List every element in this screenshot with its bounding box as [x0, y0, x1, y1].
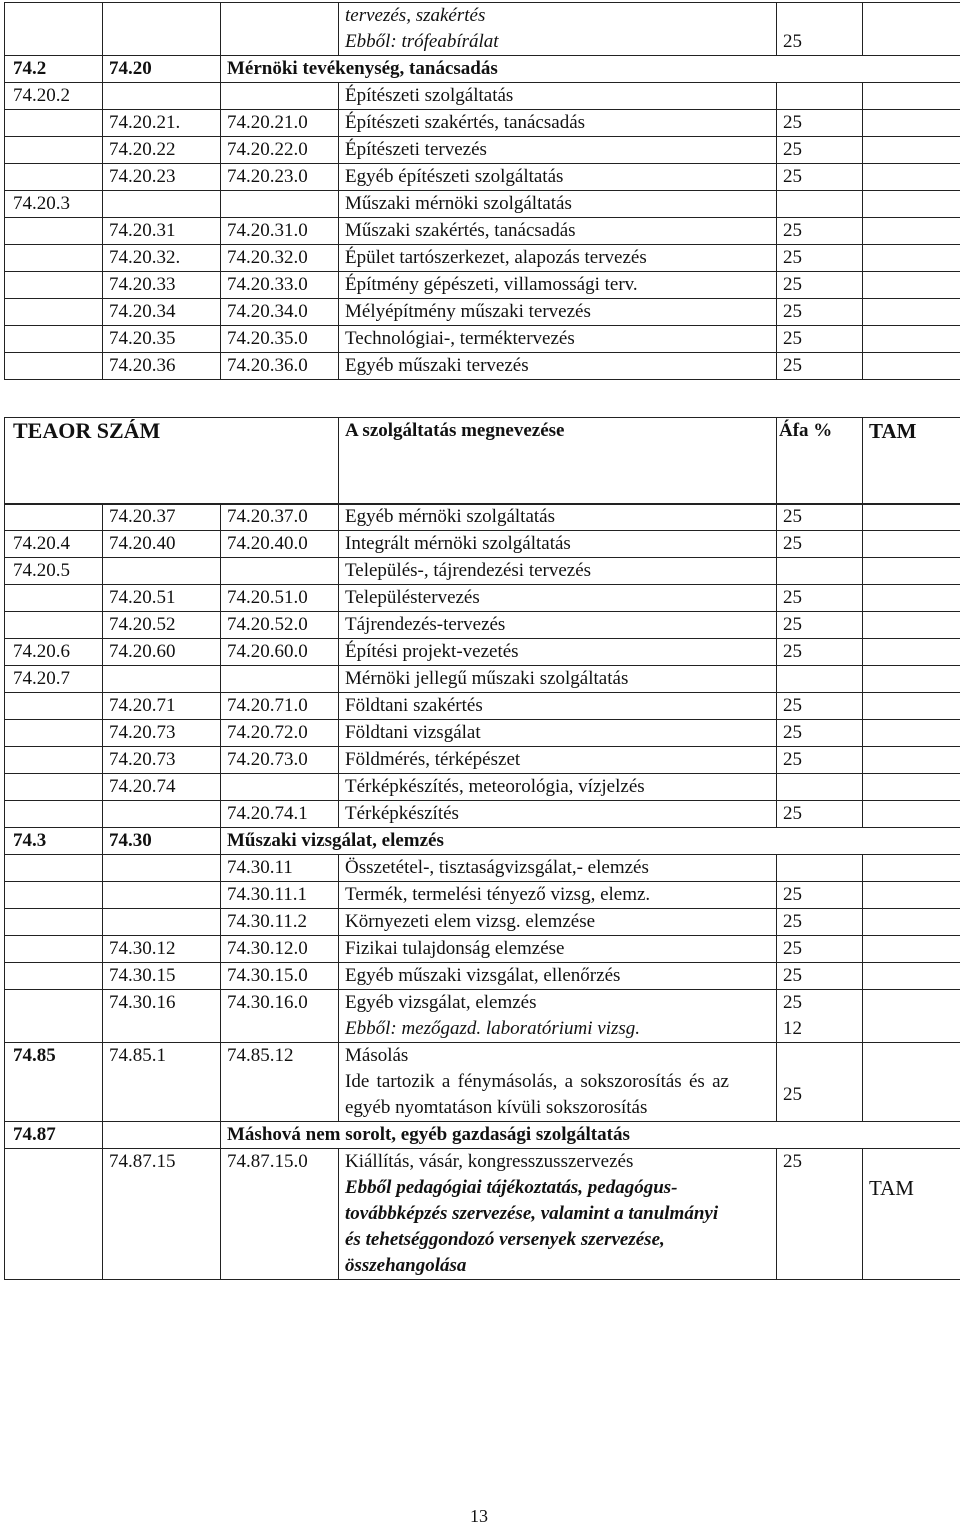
tam-cell	[863, 531, 960, 558]
subcode-cell: 74.30.11.2	[221, 909, 339, 936]
header-table	[4, 417, 960, 505]
service-name-cell: Tájrendezés-tervezés	[339, 612, 777, 639]
teaor-code-cell	[103, 882, 221, 909]
tam-cell	[863, 693, 960, 720]
service-name: Kiállítás, vásár, kongresszusszervezés	[345, 1149, 770, 1175]
table-row	[5, 531, 960, 558]
tam-cell	[863, 963, 960, 990]
vat-cell	[777, 855, 863, 882]
table-row	[5, 272, 960, 299]
teaor-code-cell: 74.20.22	[103, 137, 221, 164]
teaor-code-cell: 74.20.71	[103, 693, 221, 720]
subcode-cell: 74.30.11	[221, 855, 339, 882]
vat-cell: 25	[777, 353, 863, 380]
teaor-class-cell	[5, 936, 103, 963]
vat-cell: 25	[777, 272, 863, 299]
table-row	[5, 909, 960, 936]
table-row	[5, 1043, 960, 1122]
tam-cell	[863, 1043, 960, 1122]
service-name-cell	[339, 1149, 777, 1280]
teaor-class-cell	[5, 693, 103, 720]
teaor-class-cell	[5, 801, 103, 828]
vat-cell	[777, 3, 863, 30]
teaor-class-cell	[5, 855, 103, 882]
vat-cell: 25	[777, 747, 863, 774]
table-row	[5, 137, 960, 164]
vat-cell	[777, 774, 863, 801]
tam-cell	[863, 909, 960, 936]
table-row	[5, 164, 960, 191]
service-name-cell: Egyéb építészeti szolgáltatás	[339, 164, 777, 191]
subcode-cell: 74.85.12	[221, 1043, 339, 1122]
teaor-code-cell: 74.20.37	[103, 504, 221, 531]
subcode-cell	[221, 29, 339, 56]
table-row	[5, 353, 960, 380]
service-name-cell: Egyéb műszaki tervezés	[339, 353, 777, 380]
subcode-cell: 74.20.71.0	[221, 693, 339, 720]
teaor-class-cell	[5, 353, 103, 380]
section-title: Műszaki vizsgálat, elemzés	[221, 828, 960, 855]
teaor-class-cell	[5, 299, 103, 326]
table-row	[5, 963, 960, 990]
subcode-cell: 74.30.15.0	[221, 963, 339, 990]
teaor-code-cell: 74.20.33	[103, 272, 221, 299]
teaor-class-cell	[5, 612, 103, 639]
services-table-top	[4, 2, 960, 380]
vat-cell	[777, 990, 863, 1043]
teaor-code-cell	[103, 909, 221, 936]
subcode-cell: 74.20.74.1	[221, 801, 339, 828]
teaor-class-cell: 74.20.5	[5, 558, 103, 585]
tam-cell	[863, 882, 960, 909]
tam-cell	[863, 299, 960, 326]
service-name-cell: Egyéb mérnöki szolgáltatás	[339, 504, 777, 531]
table-row	[5, 3, 960, 30]
service-name-cell: Technológiai-, terméktervezés	[339, 326, 777, 353]
teaor-code-cell: 74.87.15	[103, 1149, 221, 1280]
teaor-class-cell: 74.85	[5, 1043, 103, 1122]
teaor-class-cell	[5, 3, 103, 30]
vat-cell: 25	[777, 882, 863, 909]
table-row	[5, 855, 960, 882]
vat-cell: 25	[777, 936, 863, 963]
teaor-header: TEAOR SZÁM	[5, 418, 339, 505]
vat-header: Áfa %	[777, 418, 863, 505]
table-row	[5, 299, 960, 326]
vat-cell: 25	[777, 909, 863, 936]
subcode-cell: 74.20.23.0	[221, 164, 339, 191]
teaor-class-cell	[5, 29, 103, 56]
subcode-cell: 74.20.22.0	[221, 137, 339, 164]
tam-cell	[863, 801, 960, 828]
teaor-class-cell	[5, 1149, 103, 1280]
teaor-class-cell	[5, 137, 103, 164]
teaor-code-cell: 74.30	[103, 828, 221, 855]
tam-cell	[863, 272, 960, 299]
teaor-class-cell	[5, 326, 103, 353]
subcode-cell	[221, 558, 339, 585]
service-name-cell: Termék, termelési tényező vizsg, elemz.	[339, 882, 777, 909]
teaor-code-cell: 74.20.40	[103, 531, 221, 558]
vat-cell: 25	[777, 110, 863, 137]
tam-value: TAM	[869, 1175, 954, 1201]
subcode-cell: 74.20.60.0	[221, 639, 339, 666]
table-row	[5, 245, 960, 272]
subcode-cell	[221, 191, 339, 218]
teaor-class-cell	[5, 110, 103, 137]
teaor-code-cell: 74.20.73	[103, 720, 221, 747]
teaor-code-cell: 74.20.35	[103, 326, 221, 353]
vat-cell: 25	[777, 1149, 863, 1280]
tam-cell	[863, 639, 960, 666]
teaor-class-cell: 74.87	[5, 1122, 103, 1149]
subcode-cell: 74.20.36.0	[221, 353, 339, 380]
table-row	[5, 191, 960, 218]
teaor-code-cell: 74.20.32.	[103, 245, 221, 272]
table-row	[5, 612, 960, 639]
teaor-code-cell: 74.20.36	[103, 353, 221, 380]
tam-cell	[863, 164, 960, 191]
subcode-cell: 74.20.72.0	[221, 720, 339, 747]
service-name-cell: Földtani szakértés	[339, 693, 777, 720]
table-row	[5, 639, 960, 666]
service-name-cell: Egyéb műszaki vizsgálat, ellenőrzés	[339, 963, 777, 990]
service-name-cell: Építési projekt-vezetés	[339, 639, 777, 666]
service-name: Másolás	[345, 1043, 770, 1069]
service-name-cell: Környezeti elem vizsg. elemzése	[339, 909, 777, 936]
service-name-cell: Építmény gépészeti, villamossági terv.	[339, 272, 777, 299]
service-name-cell	[339, 1043, 777, 1122]
tam-cell	[863, 504, 960, 531]
table-row	[5, 936, 960, 963]
table-row	[5, 666, 960, 693]
subcode-cell: 74.87.15.0	[221, 1149, 339, 1280]
subcode-cell: 74.20.37.0	[221, 504, 339, 531]
service-name-header: A szolgáltatás megnevezése	[339, 418, 777, 505]
teaor-code-cell: 74.20.51	[103, 585, 221, 612]
tam-cell	[863, 353, 960, 380]
vat-cell: 25	[777, 504, 863, 531]
service-name-cell: Földtani vizsgálat	[339, 720, 777, 747]
service-name-cell: tervezés, szakértés	[339, 3, 777, 30]
teaor-code-cell	[103, 558, 221, 585]
teaor-code-cell: 74.20	[103, 56, 221, 83]
service-name-cell: Építészeti szakértés, tanácsadás	[339, 110, 777, 137]
service-name-cell: Település-, tájrendezési tervezés	[339, 558, 777, 585]
vat-cell: 25	[777, 639, 863, 666]
teaor-code-cell: 74.20.52	[103, 612, 221, 639]
table-row	[5, 774, 960, 801]
table-row	[5, 110, 960, 137]
teaor-class-cell	[5, 245, 103, 272]
teaor-class-cell: 74.20.3	[5, 191, 103, 218]
vat-value: 25	[783, 990, 856, 1016]
service-name-cell: Ebből: trófeabírálat	[339, 29, 777, 56]
vat-cell	[777, 558, 863, 585]
table-row	[5, 218, 960, 245]
teaor-code-cell: 74.30.16	[103, 990, 221, 1043]
teaor-class-cell	[5, 747, 103, 774]
page-number: 13	[470, 1506, 488, 1527]
teaor-code-cell	[103, 83, 221, 110]
service-note: Ebből: mezőgazd. laboratóriumi vizsg.	[345, 1016, 770, 1042]
vat-cell: 25	[777, 801, 863, 828]
service-name-cell: Mérnöki jellegű műszaki szolgáltatás	[339, 666, 777, 693]
teaor-class-cell	[5, 585, 103, 612]
vat-cell	[777, 666, 863, 693]
teaor-code-cell: 74.20.60	[103, 639, 221, 666]
teaor-class-cell	[5, 882, 103, 909]
subcode-cell	[221, 774, 339, 801]
service-name-cell: Építészeti szolgáltatás	[339, 83, 777, 110]
tam-cell	[863, 720, 960, 747]
teaor-code-cell: 74.20.23	[103, 164, 221, 191]
teaor-class-cell: 74.20.2	[5, 83, 103, 110]
subcode-cell: 74.30.12.0	[221, 936, 339, 963]
teaor-code-cell	[103, 191, 221, 218]
service-name-cell: Földmérés, térképészet	[339, 747, 777, 774]
teaor-class-cell	[5, 504, 103, 531]
subcode-cell: 74.30.16.0	[221, 990, 339, 1043]
teaor-code-cell: 74.20.34	[103, 299, 221, 326]
teaor-class-cell	[5, 164, 103, 191]
section-title: Mérnöki tevékenység, tanácsadás	[221, 56, 960, 83]
vat-cell	[777, 1043, 863, 1122]
table-row	[5, 1122, 960, 1149]
teaor-class-cell	[5, 774, 103, 801]
teaor-class-cell: 74.20.4	[5, 531, 103, 558]
subcode-cell: 74.20.51.0	[221, 585, 339, 612]
tam-cell	[863, 110, 960, 137]
tam-cell	[863, 585, 960, 612]
tam-cell	[863, 612, 960, 639]
teaor-code-cell: 74.30.15	[103, 963, 221, 990]
table-row	[5, 1149, 960, 1280]
teaor-class-cell	[5, 963, 103, 990]
table-row	[5, 720, 960, 747]
table-row	[5, 56, 960, 83]
service-name-cell: Településtervezés	[339, 585, 777, 612]
teaor-class-cell: 74.3	[5, 828, 103, 855]
services-table-bottom	[4, 503, 960, 1280]
subcode-cell: 74.20.73.0	[221, 747, 339, 774]
subcode-cell: 74.20.21.0	[221, 110, 339, 137]
tam-cell	[863, 3, 960, 30]
tam-cell	[863, 990, 960, 1043]
subcode-cell	[221, 666, 339, 693]
teaor-class-cell	[5, 720, 103, 747]
service-name-cell: Integrált mérnöki szolgáltatás	[339, 531, 777, 558]
service-name: Egyéb vizsgálat, elemzés	[345, 990, 770, 1016]
teaor-code-cell: 74.30.12	[103, 936, 221, 963]
tam-cell	[863, 191, 960, 218]
tam-header: TAM	[863, 418, 960, 505]
subcode-cell: 74.20.35.0	[221, 326, 339, 353]
tam-cell	[863, 666, 960, 693]
vat-cell: 25	[777, 164, 863, 191]
table-row	[5, 29, 960, 56]
table-row	[5, 693, 960, 720]
tam-cell	[863, 83, 960, 110]
vat-cell: 25	[777, 531, 863, 558]
teaor-code-cell: 74.20.31	[103, 218, 221, 245]
vat-cell: 25	[777, 326, 863, 353]
vat-cell	[777, 83, 863, 110]
section-title: Máshová nem sorolt, egyéb gazdasági szolgáltatás	[221, 1122, 960, 1149]
teaor-class-cell	[5, 990, 103, 1043]
tam-cell	[863, 774, 960, 801]
table-row	[5, 326, 960, 353]
service-name-cell: Építészeti tervezés	[339, 137, 777, 164]
vat-cell: 25	[777, 720, 863, 747]
tam-cell	[863, 29, 960, 56]
subcode-cell	[221, 3, 339, 30]
table-row	[5, 801, 960, 828]
subcode-cell	[221, 83, 339, 110]
teaor-code-cell: 74.20.74	[103, 774, 221, 801]
service-name-cell: Műszaki mérnöki szolgáltatás	[339, 191, 777, 218]
vat-cell	[777, 191, 863, 218]
service-name-cell: Fizikai tulajdonság elemzése	[339, 936, 777, 963]
table-row	[5, 828, 960, 855]
vat-cell: 25	[777, 29, 863, 56]
teaor-code-cell	[103, 29, 221, 56]
vat-cell: 25	[777, 137, 863, 164]
tam-cell	[863, 855, 960, 882]
service-note: Ebből pedagógiai tájékoztatás, pedagógus-továbbképzés szervezése, valamint a tanulmányi és tehetséggondozó versenyek szervezése, összehangolása	[345, 1175, 725, 1279]
teaor-class-cell	[5, 909, 103, 936]
vat-cell: 25	[777, 299, 863, 326]
teaor-class-cell	[5, 218, 103, 245]
vat-cell: 25	[777, 693, 863, 720]
vat-value-note: 12	[783, 1016, 856, 1042]
vat-cell: 25	[777, 963, 863, 990]
subcode-cell: 74.20.52.0	[221, 612, 339, 639]
table-row	[5, 558, 960, 585]
table-row	[5, 585, 960, 612]
tam-cell	[863, 326, 960, 353]
tam-cell	[863, 558, 960, 585]
teaor-code-cell	[103, 666, 221, 693]
teaor-code-cell: 74.20.21.	[103, 110, 221, 137]
teaor-class-cell	[5, 272, 103, 299]
teaor-code-cell	[103, 855, 221, 882]
service-name-cell: Térképkészítés, meteorológia, vízjelzés	[339, 774, 777, 801]
subcode-cell: 74.20.34.0	[221, 299, 339, 326]
service-name-cell: Mélyépítmény műszaki tervezés	[339, 299, 777, 326]
table-row	[5, 83, 960, 110]
subcode-cell: 74.20.32.0	[221, 245, 339, 272]
service-name-cell: Műszaki szakértés, tanácsadás	[339, 218, 777, 245]
tam-cell	[863, 936, 960, 963]
table-row	[5, 504, 960, 531]
service-name-cell: Összetétel-, tisztaságvizsgálat,- elemzés	[339, 855, 777, 882]
service-name-cell: Térképkészítés	[339, 801, 777, 828]
teaor-code-cell	[103, 1122, 221, 1149]
teaor-class-cell: 74.20.6	[5, 639, 103, 666]
teaor-code-cell	[103, 801, 221, 828]
tam-cell	[863, 137, 960, 164]
tam-cell	[863, 245, 960, 272]
service-name-cell: Épület tartószerkezet, alapozás tervezés	[339, 245, 777, 272]
subcode-cell: 74.20.40.0	[221, 531, 339, 558]
teaor-code-cell: 74.85.1	[103, 1043, 221, 1122]
subcode-cell: 74.20.33.0	[221, 272, 339, 299]
service-name-cell	[339, 990, 777, 1043]
vat-value: 25	[783, 1082, 856, 1108]
teaor-code-cell	[103, 3, 221, 30]
vat-cell: 25	[777, 612, 863, 639]
subcode-cell: 74.20.31.0	[221, 218, 339, 245]
table-row	[5, 990, 960, 1043]
vat-cell: 25	[777, 245, 863, 272]
service-description: Ide tartozik a fénymásolás, a sokszorosítás és az egyéb nyomtatáson kívüli sokszorosítás	[345, 1069, 729, 1121]
tam-cell	[863, 1149, 960, 1280]
subcode-cell: 74.30.11.1	[221, 882, 339, 909]
vat-cell: 25	[777, 218, 863, 245]
table-row	[5, 747, 960, 774]
teaor-code-cell: 74.20.73	[103, 747, 221, 774]
tam-cell	[863, 218, 960, 245]
vat-cell: 25	[777, 585, 863, 612]
table-row	[5, 882, 960, 909]
tam-cell	[863, 747, 960, 774]
teaor-class-cell: 74.2	[5, 56, 103, 83]
teaor-class-cell: 74.20.7	[5, 666, 103, 693]
